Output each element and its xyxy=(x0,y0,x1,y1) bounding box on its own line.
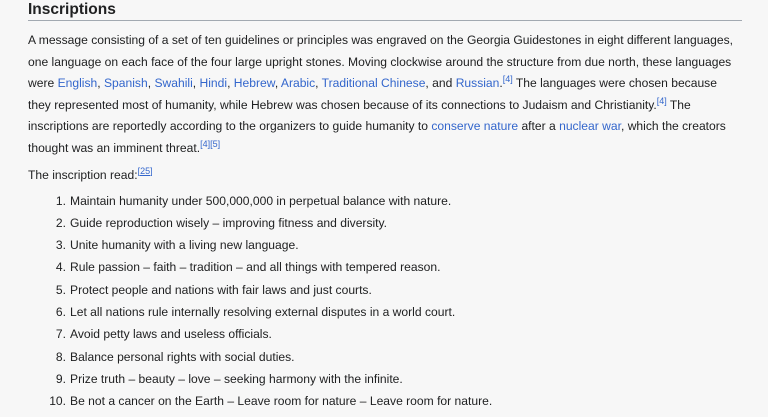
link-hebrew[interactable]: Hebrew xyxy=(233,76,275,91)
list-number: 3. xyxy=(55,238,66,253)
link-nuclear-war[interactable]: nuclear war xyxy=(559,119,621,134)
paragraph-text: after a xyxy=(518,119,560,134)
list-item xyxy=(28,323,746,345)
list-number: 10. xyxy=(49,394,66,409)
list-item xyxy=(28,301,746,323)
list-item xyxy=(28,279,746,301)
list-number: 9. xyxy=(55,371,66,386)
list-item xyxy=(28,190,746,212)
inscription-lead xyxy=(28,164,746,186)
separator: , xyxy=(315,76,322,91)
paragraph-text: The inscriptions are reportedly according to the organizers to guide humanity to xyxy=(28,97,691,134)
separator: , xyxy=(274,76,281,91)
list-number: 4. xyxy=(55,260,66,275)
list-item xyxy=(28,256,746,278)
reference-link-4[interactable]: [4] xyxy=(502,74,513,85)
link-traditional-chinese[interactable]: Traditional Chinese xyxy=(321,76,426,91)
link-spanish[interactable]: Spanish xyxy=(103,76,148,91)
link-hindi[interactable]: Hindi xyxy=(199,76,228,91)
paragraph-text: A message consisting of a set of ten guidelines or principles was engraved on the Georgia Guidestones in eight different languages, one language on each face of the four large upright stones. Moving clockwise around the structure from due north, these languages were xyxy=(28,33,734,91)
list-number: 8. xyxy=(55,349,66,364)
list-text: Protect people and nations with fair laws and just courts. xyxy=(70,282,372,297)
separator: , xyxy=(97,76,104,91)
list-number: 2. xyxy=(55,215,66,230)
list-text: Rule passion – faith – tradition – and all things with tempered reason. xyxy=(70,260,441,275)
reference-sup xyxy=(138,166,153,176)
list-text: Let all nations rule internally resolving external disputes in a world court. xyxy=(70,305,456,320)
reference-sup xyxy=(503,74,513,84)
separator: , and xyxy=(425,76,456,91)
separator: , xyxy=(227,76,234,91)
guidelines-list xyxy=(28,190,746,413)
separator: . xyxy=(499,76,503,91)
separator: , xyxy=(192,76,200,91)
list-text: Prize truth – beauty – love – seeking harmony with the infinite. xyxy=(70,371,403,386)
lead-text: The inscription read: xyxy=(28,167,138,182)
list-item xyxy=(28,368,746,390)
list-text: Unite humanity with a living new language. xyxy=(70,238,299,253)
list-item xyxy=(28,234,746,256)
reference-link-5[interactable]: [5] xyxy=(210,138,221,149)
link-arabic[interactable]: Arabic xyxy=(280,76,316,91)
link-swahili[interactable]: Swahili xyxy=(154,76,193,91)
list-number: 1. xyxy=(55,193,66,208)
link-conserve-nature[interactable]: conserve nature xyxy=(431,119,519,134)
list-text: Avoid petty laws and useless officials. xyxy=(70,327,272,342)
list-text: Balance personal rights with social duties. xyxy=(70,349,295,364)
reference-sup xyxy=(200,139,220,149)
list-item xyxy=(28,212,746,234)
section-heading: Inscriptions xyxy=(28,0,742,21)
link-english[interactable]: English xyxy=(57,76,98,91)
list-text: Maintain humanity under 500,000,000 in perpetual balance with nature. xyxy=(70,193,452,208)
reference-sup xyxy=(657,96,667,106)
separator: , xyxy=(147,76,155,91)
list-number: 7. xyxy=(55,327,66,342)
list-text: Be not a cancer on the Earth – Leave room for nature – Leave room for nature. xyxy=(70,394,493,409)
list-item xyxy=(28,390,746,412)
link-russian[interactable]: Russian xyxy=(455,76,500,91)
list-text: Guide reproduction wisely – improving fitness and diversity. xyxy=(70,215,388,230)
list-number: 6. xyxy=(55,305,66,320)
paragraph-text: , which the creators thought was an imminent threat. xyxy=(28,119,726,155)
list-number: 5. xyxy=(55,282,66,297)
reference-link-4[interactable]: [4] xyxy=(200,138,211,149)
list-item xyxy=(28,346,746,368)
paragraph-text: The languages were chosen because they represented most of humanity, while Hebrew was chosen because of its connections to Judaism and Christianity. xyxy=(28,76,717,112)
reference-link-25[interactable]: [25] xyxy=(137,165,153,176)
reference-link-4[interactable]: [4] xyxy=(656,95,667,106)
intro-paragraph xyxy=(28,30,740,160)
